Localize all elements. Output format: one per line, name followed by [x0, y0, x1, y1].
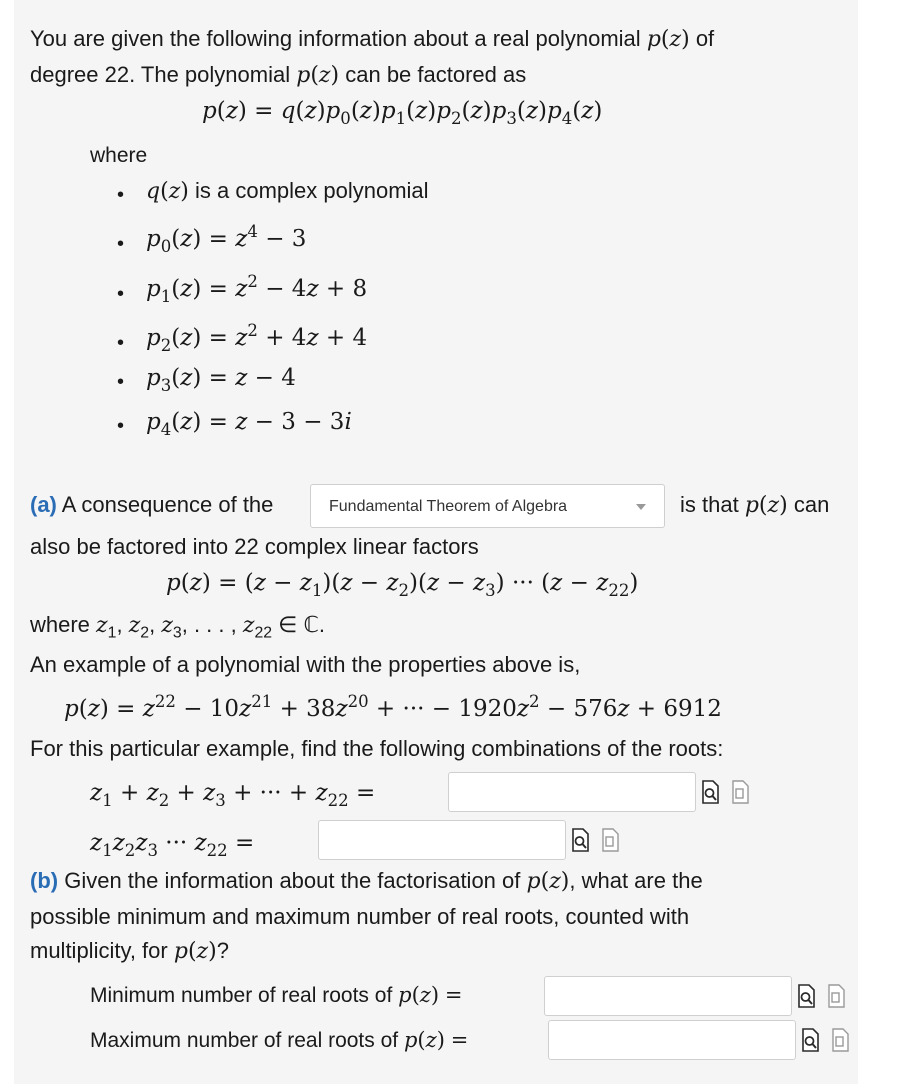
- part-a-label: (a): [30, 492, 57, 517]
- combination-prompt: For this particular example, find the following combinations of the roots:: [30, 736, 724, 761]
- linear-factorization: $p(z) = (z - z_1)(z - z_2)(z - z_3)$ ··· $(z - z_{22})$: [166, 570, 639, 600]
- min-roots-label: Minimum number of real roots of p(z) =: [90, 983, 463, 1007]
- max-roots-label: Maximum number of real roots of p(z) =: [90, 1028, 469, 1052]
- bullet-p4: $p_4(z) = z - 3 - 3i$: [146, 409, 352, 439]
- example-polynomial: $p(z) = z^{22} - 10z^{21} + 38z^{20}$ + ··· − $1920z^2 - 576z + 6912$: [64, 691, 722, 722]
- bullet-p0: $p_0(z) = z^4 - 3$: [146, 221, 307, 256]
- paper-icon[interactable]: [826, 984, 846, 1008]
- sum-answer-input[interactable]: [448, 772, 696, 812]
- theorem-dropdown[interactable]: [310, 484, 665, 528]
- part-b-line-1: (b) Given the information about the factorisation of p(z), what are the: [30, 868, 703, 894]
- min-roots-input[interactable]: [544, 976, 792, 1016]
- product-answer-input[interactable]: [318, 820, 566, 860]
- part-b-line-3: multiplicity, for p(z)?: [30, 938, 229, 964]
- intro-line-2: degree 22. The polynomial p(z) can be factored as: [30, 62, 527, 88]
- paper-icon[interactable]: [830, 1028, 850, 1052]
- dropdown-selected-value: Fundamental Theorem of Algebra: [329, 498, 568, 515]
- where-label: where: [90, 144, 148, 167]
- max-roots-input[interactable]: [548, 1020, 796, 1060]
- part-a-intro: (a) A consequence of the: [30, 492, 274, 517]
- bullet-p1: $p_1(z) = z^2 - 4z + 8$: [146, 271, 368, 306]
- part-a-line-2: also be factored into 22 complex linear factors: [30, 534, 479, 559]
- bullet-p2: $p_2(z) = z^2 + 4z + 4$: [146, 320, 368, 355]
- intro-line-1: You are given the following information about a real polynomial p(z) of: [30, 26, 715, 52]
- where-roots: where $z_1$, $z_2$, $z_3$, . . . , $z_{22}$ ∈ ℂ.: [30, 612, 325, 642]
- product-expression: $z_1z_2z_3$ ··· $z_{22}$ =: [90, 830, 255, 860]
- part-b-line-2: possible minimum and maximum number of real roots, counted with: [30, 904, 690, 929]
- preview-icon[interactable]: [800, 1028, 820, 1052]
- part-a-after-dropdown: is that p(z) can: [680, 492, 830, 518]
- part-b-label: (b): [30, 868, 59, 893]
- sum-expression: $z_1 + z_2 + z_3$ + ··· + $z_{22}$ =: [90, 780, 376, 810]
- example-intro: An example of a polynomial with the properties above is,: [30, 652, 581, 677]
- chevron-down-icon: [636, 504, 646, 510]
- preview-icon[interactable]: [700, 780, 720, 804]
- bullet-q: q(z) is a complex polynomial: [146, 178, 429, 204]
- preview-icon[interactable]: [570, 828, 590, 852]
- pz-symbol: p: [646, 27, 661, 52]
- paper-icon[interactable]: [600, 828, 620, 852]
- bullet-p3: $p_3(z) = z - 4$: [146, 365, 296, 395]
- paper-icon[interactable]: [730, 780, 750, 804]
- preview-icon[interactable]: [796, 984, 816, 1008]
- factorization-formula: $p(z) = q(z)p_0(z)p_1(z)p_2(z)p_3(z)p_4(z)$: [202, 98, 603, 128]
